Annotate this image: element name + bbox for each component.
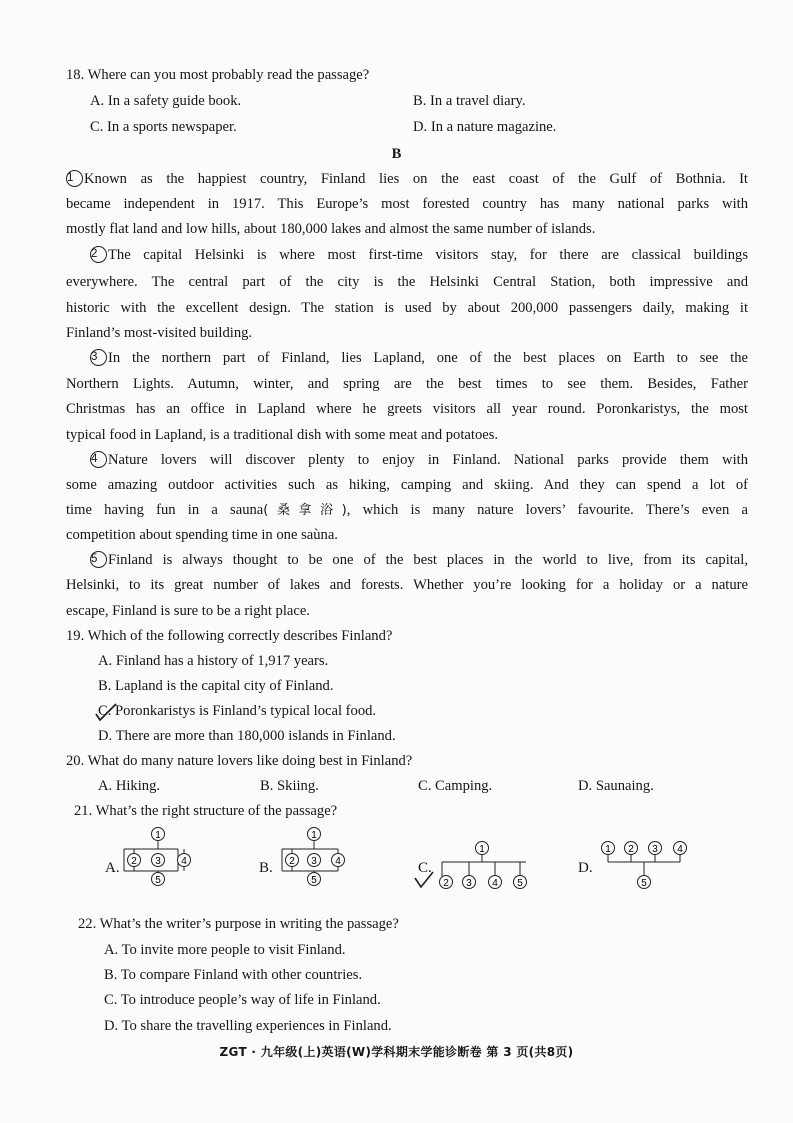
q18-option-a: A. In a safety guide book. (90, 93, 242, 109)
q22-stem: 22. What’s the writer’s purpose in writing the passage? (78, 916, 399, 932)
passage-p1-line2: became independent in 1917. This Europe’s most forested country has many national parks with (66, 196, 748, 212)
passage-p4-line2: some amazing outdoor activities such as hiking, camping and skiing. And they can spend a lot of (66, 477, 748, 493)
q21-option-a-label: A. (105, 860, 120, 876)
q21-a-marker-4: 4 (181, 856, 187, 867)
q22-option-b: B. To compare Finland with other countries. (104, 967, 363, 983)
page-footer: ZGT · 九年级(上)英语(W)学科期末学能诊断卷 第 3 页(共8页) (219, 1045, 574, 1059)
q21-a-marker-2: 2 (131, 856, 137, 867)
q18-option-b: B. In a travel diary. (413, 93, 526, 109)
q21-diagram-d (598, 840, 698, 892)
q20-option-c: C. Camping. (418, 778, 493, 794)
q22-option-a: A. To invite more people to visit Finland. (104, 942, 346, 958)
q20-stem: 20. What do many nature lovers like doing best in Finland? (66, 753, 413, 769)
paragraph-marker-1: 1 (66, 170, 83, 187)
q21-d-marker-1: 1 (605, 844, 611, 855)
passage-p4-line3: time having fun in a sauna(桑拿浴), which is many nature lovers’ favourite. There’s even a (66, 502, 748, 518)
q19-stem: 19. Which of the following correctly describes Finland? (66, 628, 393, 644)
q21-b-marker-1: 1 (311, 830, 317, 841)
q21-d-marker-2: 2 (628, 844, 634, 855)
handwritten-check-icon (94, 702, 120, 724)
q18-option-c: C. In a sports newspaper. (90, 119, 237, 135)
paragraph-marker-4: 4 (90, 451, 107, 468)
passage-p1-line1: 1 Known as the happiest country, Finland lies on the east coast of the Gulf of Bothnia. It (67, 171, 748, 187)
q21-b-marker-3: 3 (311, 856, 317, 867)
passage-p5-line2: Helsinki, to its great number of lakes and forests. Whether you’re looking for a holiday or a nature (66, 577, 748, 593)
q21-c-marker-3: 3 (466, 878, 472, 889)
passage-p4-line4: competition about spending time in one saùna. (66, 527, 338, 543)
q18-option-d: D. In a nature magazine. (413, 119, 557, 135)
q20-option-a: A. Hiking. (98, 778, 161, 794)
paragraph-marker-2: 2 (90, 246, 107, 263)
q22-option-c: C. To introduce people’s way of life in Finland. (104, 992, 381, 1008)
q21-b-marker-5: 5 (311, 875, 317, 886)
q21-option-b-label: B. (259, 860, 273, 876)
q21-c-marker-2: 2 (443, 878, 449, 889)
passage-p3-line4: typical food in Lapland, is a traditional dish with some meat and potatoes. (66, 427, 499, 443)
q19-option-b: B. Lapland is the capital city of Finland. (98, 678, 334, 694)
passage-p2-line4: Finland’s most-visited building. (66, 325, 253, 341)
q21-diagram-a (118, 825, 218, 885)
q21-c-marker-1: 1 (479, 844, 485, 855)
q18-stem: 18. Where can you most probably read the passage? (66, 67, 370, 83)
q21-c-marker-4: 4 (492, 878, 498, 889)
chinese-gloss: (桑拿浴) (263, 503, 347, 518)
q21-diagram-b (276, 825, 376, 885)
q21-a-marker-3: 3 (155, 856, 161, 867)
passage-p5-line1: 5 Finland is always thought to be one of the best places in the world to live, from its capital, (91, 552, 748, 568)
q21-option-d-label: D. (578, 860, 593, 876)
q19-option-a: A. Finland has a history of 1,917 years. (98, 653, 329, 669)
q20-option-d: D. Saunaing. (578, 778, 654, 794)
q21-option-c-label: C. (418, 860, 432, 876)
passage-p2-line1: 2 The capital Helsinki is where most first-time visitors stay, for there are classical buildings (91, 247, 748, 263)
q21-d-marker-3: 3 (652, 844, 658, 855)
q21-c-marker-5: 5 (517, 878, 523, 889)
q19-option-d: D. There are more than 180,000 islands in Finland. (98, 728, 396, 744)
q21-d-marker-4: 4 (677, 844, 683, 855)
paragraph-marker-5: 5 (90, 551, 107, 568)
paragraph-marker-3: 3 (90, 349, 107, 366)
q22-option-d: D. To share the travelling experiences in Finland. (104, 1018, 392, 1034)
section-b-title: B (391, 146, 402, 162)
passage-p3-line2: Northern Lights. Autumn, winter, and spring are the best times to see them. Besides, Father (66, 376, 748, 392)
q19-option-c: C. Poronkaristys is Finland’s typical local food. (98, 703, 377, 719)
q21-a-marker-1: 1 (155, 830, 161, 841)
q21-b-marker-4: 4 (335, 856, 341, 867)
passage-p2-line2: everywhere. The central part of the city is the Helsinki Central Station, both impressive and (66, 274, 748, 290)
handwritten-check-icon (413, 870, 435, 890)
passage-p4-line1: 4 Nature lovers will discover plenty to enjoy in Finland. National parks provide them with (91, 452, 748, 468)
passage-p3-line1: 3 In the northern part of Finland, lies Lapland, one of the best places on Earth to see the (91, 350, 748, 366)
passage-p1-line3: mostly flat land and low hills, about 180,000 lakes and almost the same number of islands. (66, 221, 596, 237)
passage-p2-line3: historic with the excellent design. The station is used by about 200,000 passengers daily, making it (66, 300, 748, 316)
passage-p5-line3: escape, Finland is sure to be a right place. (66, 603, 310, 619)
q21-a-marker-5: 5 (155, 875, 161, 886)
q21-b-marker-2: 2 (289, 856, 295, 867)
q21-stem: 21. What’s the right structure of the passage? (74, 803, 338, 819)
q21-d-marker-5: 5 (641, 878, 647, 889)
q21-diagram-c (436, 840, 536, 890)
passage-p3-line3: Christmas has an office in Lapland where he greets visitors all year round. Poronkaristys, the most (66, 401, 748, 417)
q20-option-b: B. Skiing. (260, 778, 319, 794)
